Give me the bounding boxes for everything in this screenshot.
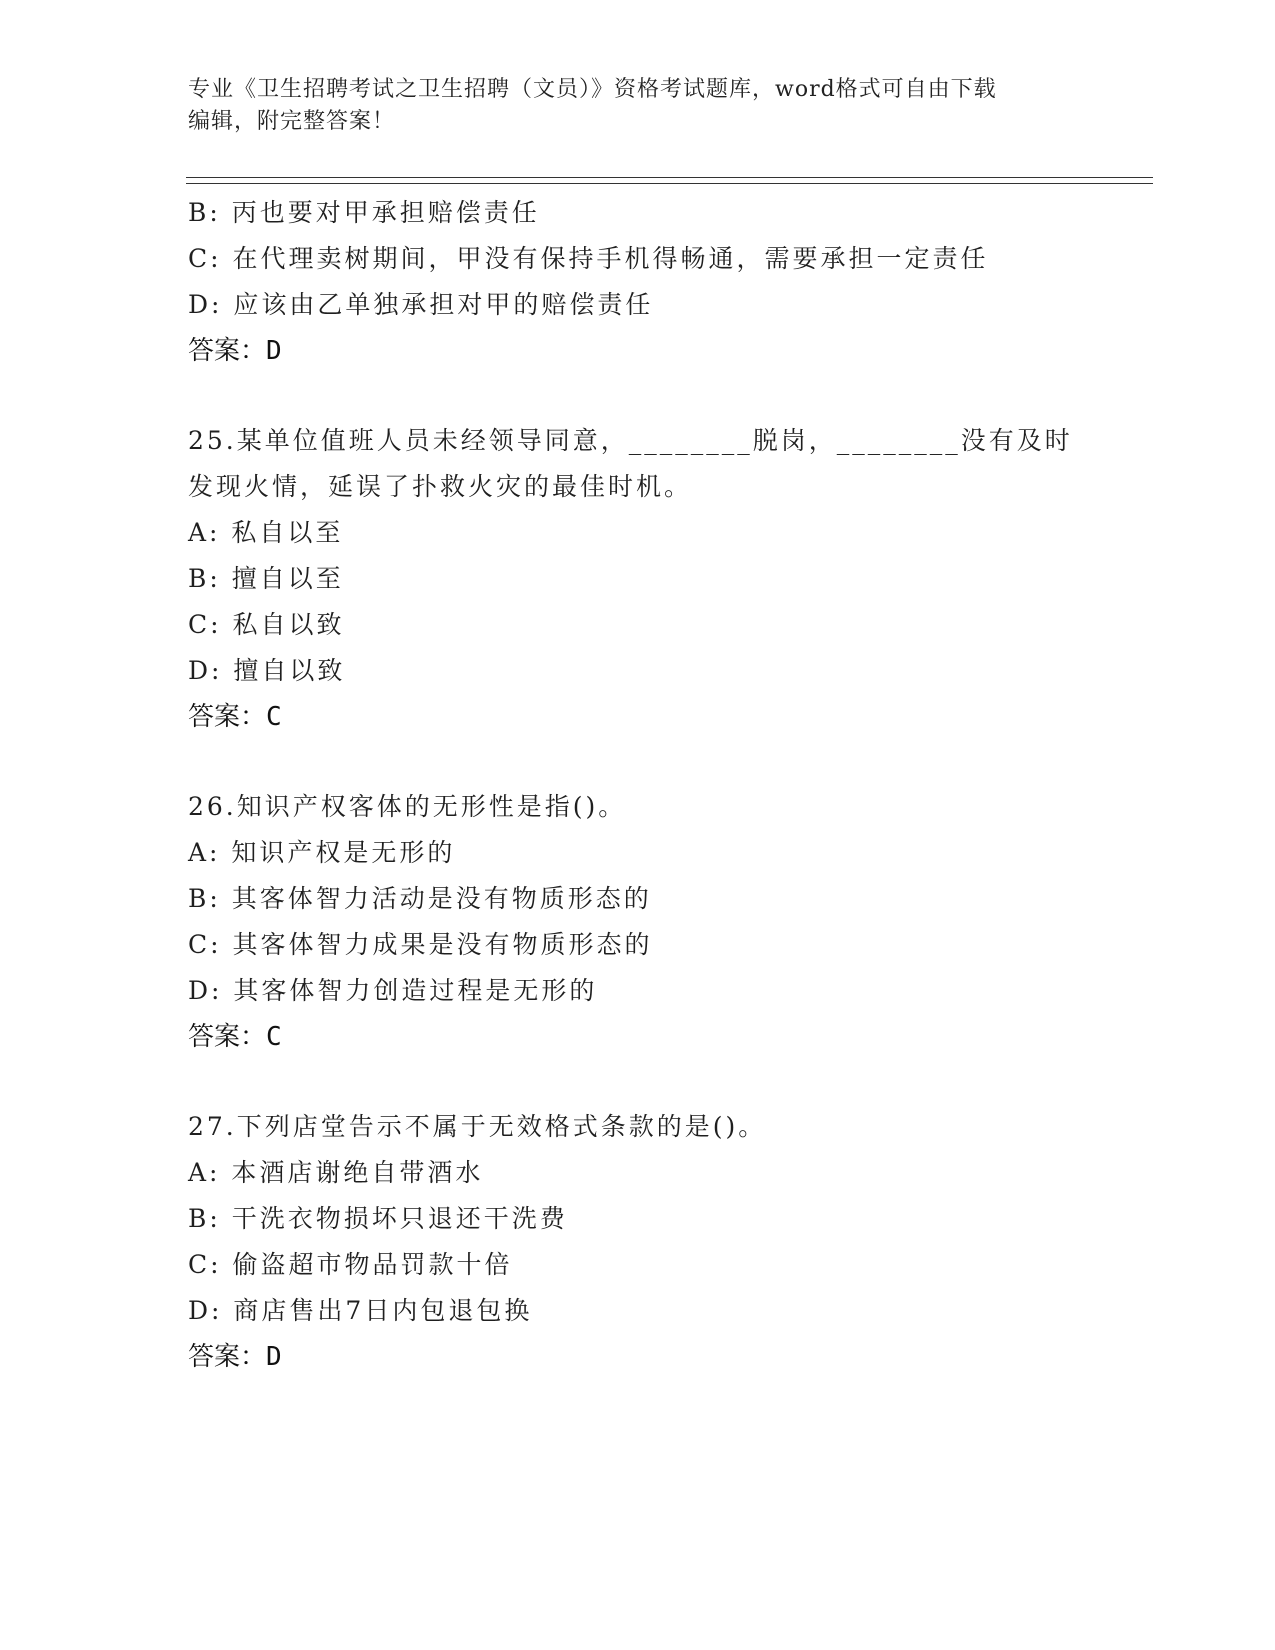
answer-key <box>188 1014 1108 1060</box>
header-line-1: 专业《卫生招聘考试之卫生招聘（文员）》资格考试题库，word格式可自由下载 <box>188 77 997 102</box>
header-divider-bottom <box>186 183 1153 184</box>
answer-option: A: 本酒店谢绝自带酒水 <box>188 1158 484 1187</box>
header-divider-top <box>186 177 1153 178</box>
answer-option: B: 干洗衣物损坏只退还干洗费 <box>188 1204 568 1233</box>
answer-option: C: 私自以致 <box>188 610 345 639</box>
document-header <box>188 74 1088 138</box>
answer-key <box>188 328 1108 374</box>
answer-option: D: 应该由乙单独承担对甲的赔偿责任 <box>188 290 654 319</box>
answer-value: C <box>266 1022 282 1052</box>
question-block <box>188 190 1108 374</box>
answer-label: 答案： <box>188 1342 267 1372</box>
answer-key <box>188 694 1108 740</box>
answer-label: 答案： <box>188 702 267 732</box>
answer-value: C <box>266 702 282 732</box>
answer-option: D: 商店售出7日内包退包换 <box>188 1296 533 1325</box>
answer-label: 答案： <box>188 1022 267 1052</box>
answer-value: D <box>266 1342 282 1372</box>
question-block <box>188 784 1108 1060</box>
question-stem: 发现火情，延误了扑救火灾的最佳时机。 <box>188 472 693 501</box>
answer-option: D: 其客体智力创造过程是无形的 <box>188 976 598 1005</box>
question-spacer <box>188 374 1108 418</box>
answer-option: B: 其客体智力活动是没有物质形态的 <box>188 884 652 913</box>
answer-value: D <box>266 336 282 366</box>
question-block <box>188 1104 1108 1380</box>
answer-option: B: 丙也要对甲承担赔偿责任 <box>188 198 540 227</box>
question-stem: 25.某单位值班人员未经领导同意，________脱岗，________没有及时 <box>188 426 1073 455</box>
question-block <box>188 418 1108 740</box>
question-spacer <box>188 1060 1108 1104</box>
answer-option: A: 私自以至 <box>188 518 344 547</box>
answer-option: C: 其客体智力成果是没有物质形态的 <box>188 930 653 959</box>
header-line-2: 编辑，附完整答案！ <box>188 109 396 134</box>
answer-option: C: 在代理卖树期间，甲没有保持手机得畅通，需要承担一定责任 <box>188 244 989 273</box>
answer-option: C: 偷盗超市物品罚款十倍 <box>188 1250 513 1279</box>
answer-option: D: 擅自以致 <box>188 656 346 685</box>
question-list <box>188 190 1108 1380</box>
answer-option: A: 知识产权是无形的 <box>188 838 456 867</box>
question-stem: 26.知识产权客体的无形性是指()。 <box>188 792 627 821</box>
answer-label: 答案： <box>188 336 267 366</box>
question-spacer <box>188 740 1108 784</box>
answer-option: B: 擅自以至 <box>188 564 344 593</box>
question-stem: 27.下列店堂告示不属于无效格式条款的是()。 <box>188 1112 767 1141</box>
answer-key <box>188 1334 1108 1380</box>
